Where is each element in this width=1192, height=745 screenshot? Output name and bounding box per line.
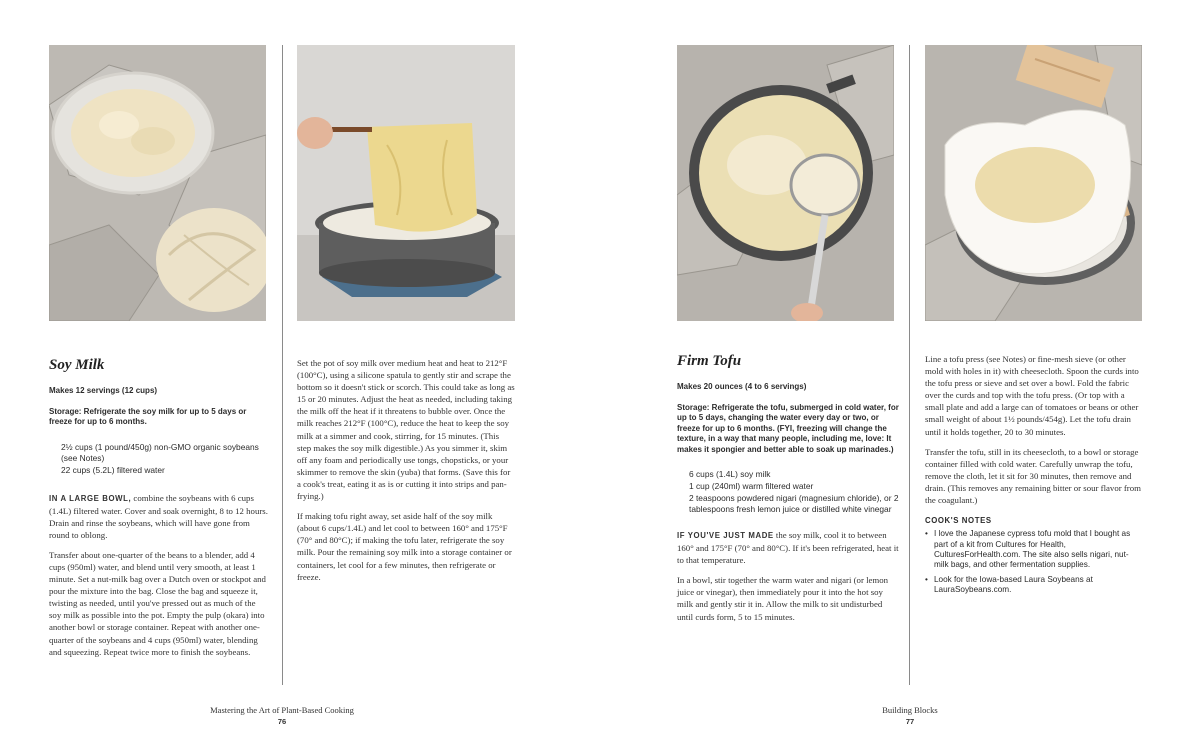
- ingredient-item: 1 cup (240ml) warm filtered water: [689, 481, 814, 491]
- cooks-notes-list: [925, 529, 1143, 595]
- column-divider-right: [909, 45, 910, 685]
- recipe-storage: Storage: Refrigerate the tofu, submerged in cold water, for up to 5 days, changing the water every day or two, or freeze for up to 6 months. (FYI, freezing will change the texture, in a way that many people, including me, love: It makes it spongier and better able to soak up marinades.): [677, 402, 899, 454]
- method-text: the soy milk, cool it to between 160° and 175°F (70° and 80°C). If it's been refrigerated, heat it to that temperature.: [677, 530, 899, 566]
- method-paragraph: Transfer about one-quarter of the beans to a blender, add 4 cups (950ml) water, and blend until very smooth, at least 1 minute. Set a nut-milk bag over a Dutch oven or stockpot and pour the mixture into the bag. Close the bag and squeeze it, twisting as needed, until you've pressed out as much of the soy milk as possible into the pot. Empty the pulp (okara) into another bowl or storage container. Repeat with another one-quarter of the soybeans and 4 cups (950ml) water, blending and squeezing. Repeat twice more to finish the soybeans.: [49, 549, 266, 657]
- left-page-footer: [182, 705, 382, 727]
- note-item: • Look for the Iowa-based Laura Soybeans at LauraSoybeans.com.: [925, 575, 1143, 596]
- soy-milk-recipe-column: [49, 357, 269, 666]
- recipe-title: Firm Tofu: [677, 353, 742, 369]
- recipe-storage: Storage: Refrigerate the soy milk for up to 5 days or freeze for up to 6 months.: [49, 406, 247, 426]
- method-paragraph: In a bowl, stir together the warm water and nigari (or lemon juice or vinegar), then immediately pour it into the hot soy milk and gently stir it in. Allow the milk to sit undisturbed until curds form, 5 to 15 minutes.: [677, 575, 889, 622]
- photo-tofu-press: [925, 45, 1142, 321]
- right-page-footer: [830, 705, 990, 727]
- ingredient-list: [61, 442, 269, 476]
- method-paragraph: Transfer the tofu, still in its cheesecloth, to a bowl or storage container filled with cold water. Carefully unwrap the tofu, remove the cloth, let it sit for 30 minutes, then remove and drain. (This removes any remaining bitter or sour flavor from the coagulant.): [925, 446, 1141, 506]
- ingredient-item: 22 cups (5.2L) filtered water: [61, 464, 165, 475]
- page-number: 77: [905, 717, 915, 726]
- ingredient-item: 2½ cups (1 pound/450g) non-GMO organic soybeans (see Notes): [61, 441, 259, 463]
- method-paragraph: [49, 492, 269, 541]
- cooks-notes-heading: COOK'S NOTES: [925, 516, 992, 526]
- photo-soaked-soybeans: [49, 45, 266, 321]
- recipe-yield: Makes 20 ounces (4 to 6 servings): [677, 382, 807, 391]
- ingredient-item: 2 teaspoons powdered nigari (magnesium chloride), or 2 tablespoons fresh lemon juice or distilled white vinegar: [689, 493, 899, 514]
- photo-curds-in-pot: [677, 45, 894, 321]
- soy-milk-method-column: [297, 357, 515, 591]
- method-paragraph: If making tofu right away, set aside half of the soy milk (about 6 cups/1.4L) and let cool to between 160° and 175°F (70° and 80°C); if making the tofu later, refrigerate the soy milk. Pour the remaining soy milk into a storage container or containers, let cool for a few minutes, then refrigerate or freeze.: [297, 511, 512, 582]
- method-paragraph: Line a tofu press (see Notes) or fine-mesh sieve (or other mold with holes in it) with cheesecloth. Spoon the curds into the tofu press or sieve and set over a bowl. Fold the fabric over the curds and top with the tofu press. (Or top with a small plate and add a large can of tomatoes or beans or other small weight of about 1½ pounds/454g). Let the tofu drain until it holds together, 20 to 30 minutes.: [925, 354, 1139, 437]
- chapter-title: Building Blocks: [882, 705, 938, 715]
- page-number: 76: [277, 717, 287, 726]
- book-title: Mastering the Art of Plant-Based Cooking: [210, 705, 354, 715]
- firm-tofu-recipe-column: [677, 353, 899, 631]
- firm-tofu-method-column: [925, 353, 1143, 600]
- ingredient-item: 6 cups (1.4L) soy milk: [689, 469, 771, 479]
- note-item: • I love the Japanese cypress tofu mold that I bought as part of a kit from Cultures for Health, CulturesForHealth.com. The site also sells nigari, nut-milk bags, and other fermentation supplies.: [925, 529, 1143, 571]
- method-lead-in: IN A LARGE BOWL,: [49, 493, 132, 503]
- method-paragraph: Set the pot of soy milk over medium heat and heat to 212°F (100°C), using a silicone spatula to gently stir and scrape the bottom so it doesn't stick or scorch. This could take as long as 15 or 20 minutes. Adjust the heat as needed, including taking the milk off the heat if it threatens to bubble over. Once the milk reaches 212°F (100°C), reduce the heat to keep the soy milk at a simmer and cook, stirring, for 15 minutes. (This step makes the soy milk digestible.) As you simmer it, skim off any foam and periodically use tongs, chopsticks, or your skimmer to remove the skin (yuba) that forms. (Save this for a cook's treat, eating it as is or cutting it into strips and pan-frying.): [297, 358, 515, 502]
- method-text: combine the soybeans with 6 cups (1.4L) filtered water. Cover and soak overnight, 8 to 12 hours. Drain and rinse the soybeans, which will have gone from round to oblong.: [49, 492, 268, 540]
- column-divider-left: [282, 45, 283, 685]
- method-paragraph: [677, 529, 899, 566]
- recipe-title: Soy Milk: [49, 357, 105, 373]
- method-lead-in: IF YOU'VE JUST MADE: [677, 531, 774, 540]
- recipe-yield: Makes 12 servings (12 cups): [49, 386, 158, 395]
- photo-straining-soy-milk: [297, 45, 515, 321]
- ingredient-list: [689, 469, 899, 515]
